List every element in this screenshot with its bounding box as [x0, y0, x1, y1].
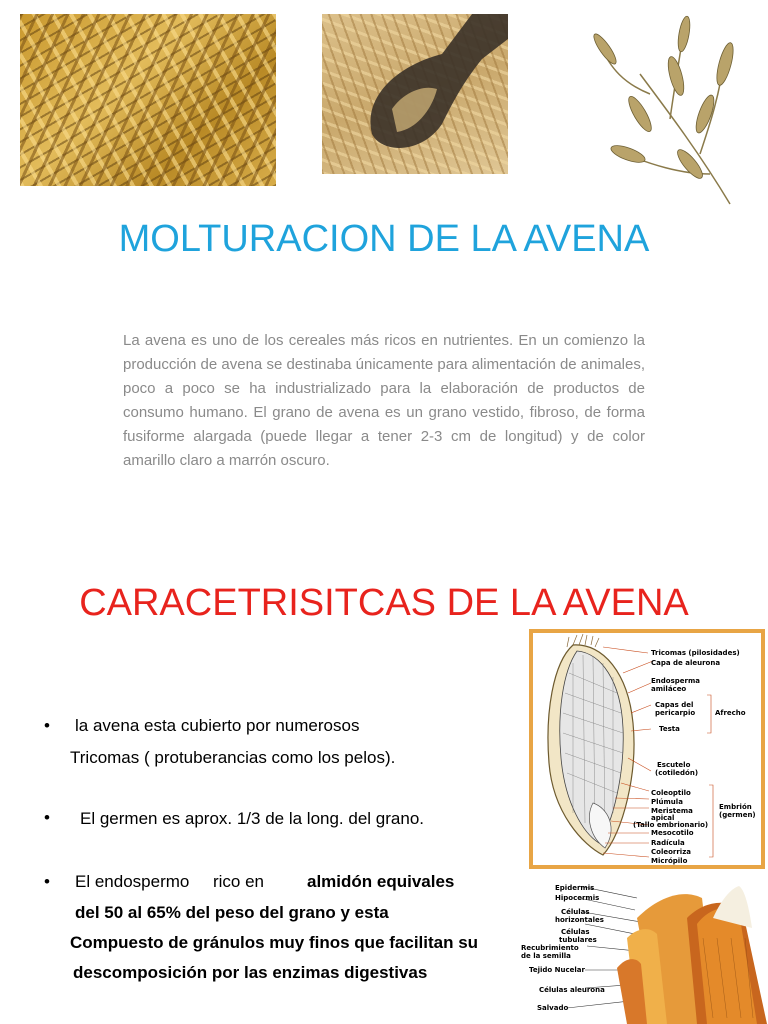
label-escutelo-1: Escutelo	[657, 761, 691, 769]
bullet-3-line-1a: El endospermo rico en	[75, 872, 264, 891]
label-mesocotilo: Mesocotilo	[651, 829, 694, 837]
bullet-dot: •	[44, 872, 50, 891]
label-tubulares-2: tubulares	[559, 936, 597, 944]
label-hipocermis: Hipocermis	[555, 894, 600, 902]
spoon-icon	[322, 14, 508, 174]
bullet-dot: •	[44, 808, 50, 827]
bullet-3-line-3: Compuesto de gránulos muy finos que facilitan su	[70, 933, 479, 952]
label-pericarpio-1: Capas del	[655, 701, 694, 709]
label-coleorriza: Coleorriza	[651, 848, 692, 856]
label-coleoptilo: Coleoptilo	[651, 789, 691, 797]
bullet-2-line-1: El germen es aprox. 1/3 de la long. del grano.	[80, 809, 424, 828]
label-recubrimiento-2: de la semilla	[521, 952, 571, 960]
label-endosperma-1: Endosperma	[651, 677, 700, 685]
label-aleurona: Capa de aleurona	[651, 659, 721, 667]
label-afrecho: Afrecho	[715, 709, 746, 717]
label-endosperma-2: amiláceo	[651, 685, 687, 693]
label-testa: Testa	[659, 725, 680, 733]
grain-cross-section-illustration	[533, 633, 761, 865]
label-micropilo: Micrópilo	[651, 857, 688, 865]
bullet-1-line-1: la avena esta cubierto por numerosos	[75, 716, 360, 735]
bullet-3-line-1b: almidón equivales	[307, 872, 455, 891]
label-tubulares-1: Células	[561, 928, 590, 936]
bran-layers-diagram	[517, 878, 767, 1024]
bullet-3-line-4: descomposición por las enzimas digestivas	[73, 963, 428, 982]
label-radicula: Radícula	[651, 839, 685, 847]
label-escutelo-2: (cotiledón)	[655, 769, 699, 777]
label-epidermis: Epidermis	[555, 884, 595, 892]
intro-paragraph: La avena es uno de los cereales más ricos en nutrientes. En un comienzo la producción de avena se destinaba únicamente para alimentación de animales, poco a poco se ha industrializado para la elaboración de productos de consumo humano. El grano de avena es un grano vestido, fibroso, de forma fusiforme alargada (puede llegar a tener 2-3 cm de longitud) y de color amarillo claro a marrón oscuro.	[123, 332, 646, 469]
grain-section-diagram	[529, 629, 765, 869]
label-meristema-2: apical	[651, 814, 675, 822]
label-embrion-2: (germen)	[719, 811, 756, 819]
label-nucelar: Tejido Nucelar	[529, 966, 585, 974]
label-recubrimiento-1: Recubrimiento	[521, 944, 579, 952]
page-title: MOLTURACION DE LA AVENA	[118, 218, 650, 260]
label-pericarpio-2: pericarpio	[655, 709, 696, 717]
label-salvado: Salvado	[537, 1004, 569, 1012]
oat-grains-spoon-photo	[322, 14, 508, 174]
oat-plant-photo	[580, 14, 746, 208]
label-horizontales-1: Células	[561, 908, 590, 916]
label-aleurona-cells: Células aleurona	[539, 986, 605, 994]
oat-spikelets-icon	[580, 14, 746, 208]
label-embrion-1: Embrión	[719, 803, 752, 811]
label-tricomas: Tricomas (pilosidades)	[651, 649, 740, 657]
label-meristema-1: Meristema	[651, 807, 693, 815]
section-title: CARACETRISITCAS DE LA AVENA	[79, 582, 689, 624]
oat-grains-photo	[20, 14, 276, 186]
label-meristema-3: (Tallo embrionario)	[633, 821, 709, 829]
bullet-3-line-2: del 50 al 65% del peso del grano y esta	[75, 903, 389, 922]
bullet-1-line-2: Tricomas ( protuberancias como los pelos).	[70, 748, 396, 767]
bullet-dot: •	[44, 716, 50, 735]
label-horizontales-2: horizontales	[555, 916, 604, 924]
label-plumula: Plúmula	[651, 798, 683, 806]
